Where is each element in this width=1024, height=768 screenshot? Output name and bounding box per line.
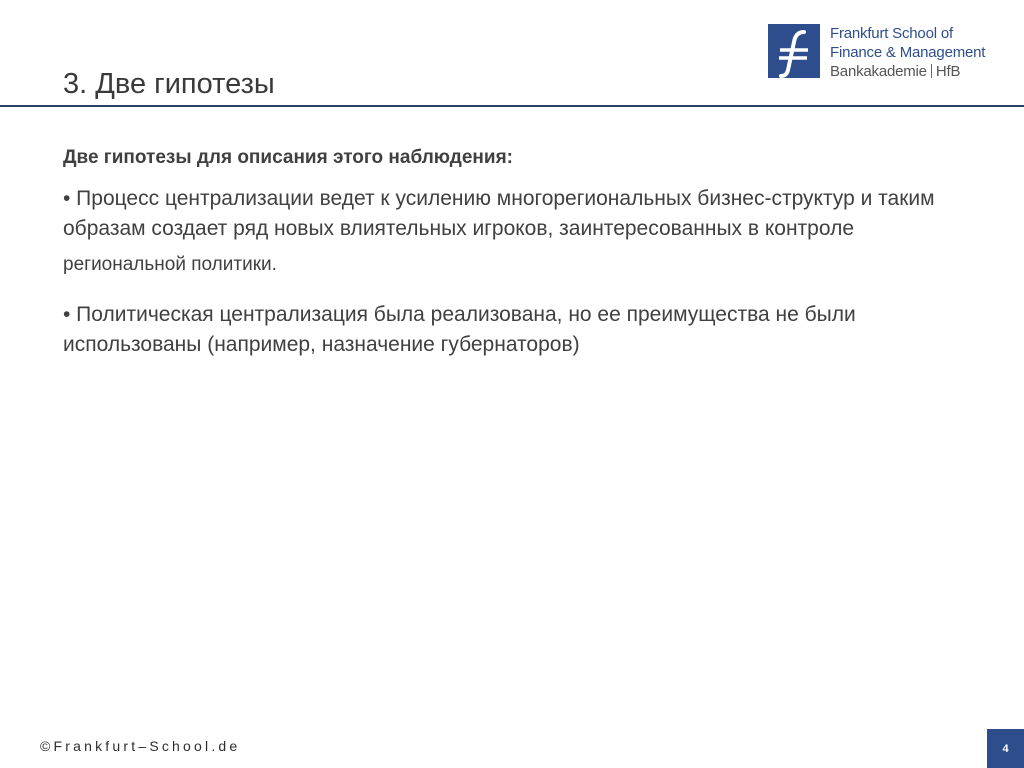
logo-line-2: Finance & Management [830, 44, 986, 61]
logo-separator [931, 64, 932, 78]
bullet-1-text-tail: региональной политики. [63, 254, 277, 275]
logo-line-1: Frankfurt School of [830, 25, 953, 42]
bullet-2-text: • Политическая централизация была реализована, но ее преимущества не были использованы (например, назначение губернаторов) [63, 303, 856, 356]
logo-wordmark [830, 24, 985, 81]
logo-hfb: HfB [935, 63, 961, 80]
lead-text: Две гипотезы для описания этого наблюдения: [63, 147, 513, 168]
logo-bankakademie: Bankakademie [830, 63, 927, 80]
slide-body [63, 140, 998, 374]
title-divider [0, 105, 1024, 107]
logo-line-3 [830, 62, 985, 81]
bullet-1-text: • Процесс централизации ведет к усилению многорегиональных бизнес-структур и таким образам создает ряд новых влиятельных игроков, заинтересованных в контроле [63, 187, 935, 240]
slide-title: 3. Две гипотезы [63, 68, 275, 100]
footer-copyright: ©Frankfurt–School.de [40, 738, 241, 754]
page-number: 4 [987, 729, 1024, 768]
frankfurt-school-logo-icon [768, 24, 820, 78]
frankfurt-school-logo [768, 24, 985, 80]
bullet-item-2 [63, 300, 998, 360]
bullet-item-1 [63, 184, 998, 286]
